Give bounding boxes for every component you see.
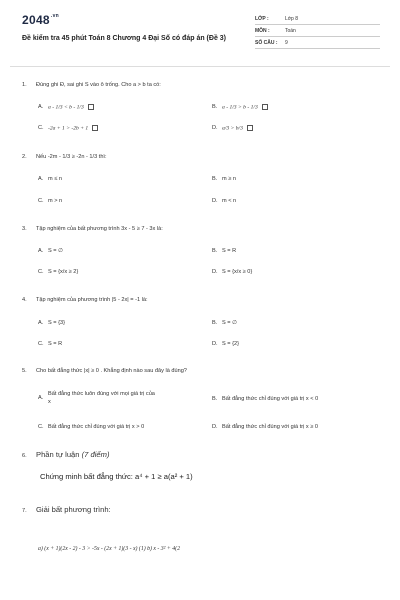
- q6-statement: Chứng minh bất đẳng thức: a⁴ + 1 ≥ a(a² + 1): [40, 472, 193, 481]
- q1-option-b: B. a - 1/3 > b - 1/3: [212, 104, 268, 110]
- question-5: 5. Cho bất đẳng thức |x| ≥ 0 . Khẳng định nào sau đây là đúng?: [22, 368, 187, 374]
- q1-option-c: C. -2a + 1 > -2b + 1: [38, 125, 98, 131]
- page-title: Đề kiểm tra 45 phút Toán 8 Chương 4 Đại Số có đáp án (Đề 3): [22, 35, 227, 42]
- question-6: 6. Phần tự luận (7 điểm): [22, 450, 110, 459]
- q1-option-d: D. a/3 > b/3: [212, 125, 253, 131]
- q1-option-a: A. a - 1/3 < b - 1/3: [38, 104, 94, 110]
- answer-checkbox[interactable]: [247, 125, 253, 131]
- q5-option-a[interactable]: A.Bất đẳng thức luôn đúng với mọi giá trị của x: [38, 391, 155, 405]
- q7-equations: a) (x + 1)(2x - 2) - 3 > -5x - (2x + 1)(3 - x) (1) b) x - 3² + 4(2: [38, 546, 180, 552]
- question-3: 3. Tập nghiệm của bất phương trình 3x - 5 ≥ 7 - 3x là:: [22, 226, 163, 232]
- q3-option-d[interactable]: D. S = {x/x ≥ 0}: [212, 269, 253, 275]
- site-logo[interactable]: $2048^{.vn}$: [22, 13, 60, 27]
- meta-row-class: LỚP : Lớp 8: [255, 14, 380, 25]
- q3-option-b[interactable]: B. S = R: [212, 248, 237, 254]
- meta-table: [255, 14, 380, 50]
- q4-option-b[interactable]: B. S = ∅: [212, 320, 237, 326]
- q2-option-b[interactable]: B. m ≥ n: [212, 176, 236, 182]
- divider: [10, 66, 390, 67]
- q5-option-b[interactable]: B. Bất đẳng thức chỉ đúng với giá trị x < 0: [212, 396, 319, 402]
- q3-option-a[interactable]: A. S = ∅: [38, 248, 63, 254]
- q4-option-d[interactable]: D. S = {2}: [212, 341, 239, 347]
- q2-option-d[interactable]: D. m < n: [212, 198, 237, 204]
- answer-checkbox[interactable]: [92, 125, 98, 131]
- q5-option-c[interactable]: C. Bất đẳng thức chỉ đúng với giá trị x > 0: [38, 424, 145, 430]
- question-1: 1. Đúng ghi Đ, sai ghi S vào ô trống. Cho a > b ta có:: [22, 82, 161, 88]
- q4-option-a[interactable]: A. S = {3}: [38, 320, 65, 326]
- q4-option-c[interactable]: C. S = R: [38, 341, 63, 347]
- meta-row-subject: MÔN : Toán: [255, 26, 380, 37]
- answer-checkbox[interactable]: [88, 104, 94, 110]
- answer-checkbox[interactable]: [262, 104, 268, 110]
- question-4: 4. Tập nghiệm của phương trình |5 - 2x| = -1 là:: [22, 297, 148, 303]
- q2-option-a[interactable]: A. m ≤ n: [38, 176, 62, 182]
- question-7: 7. Giải bất phương trình:: [22, 505, 111, 514]
- q5-option-d[interactable]: D. Bất đẳng thức chỉ đúng với giá trị x ≥ 0: [212, 424, 318, 430]
- question-2: 2. Nếu -2m - 1/3 ≥ -2n - 1/3 thì:: [22, 154, 107, 160]
- q3-option-c[interactable]: C. S = {x/x ≥ 2}: [38, 269, 79, 275]
- meta-row-count: SỐ CÂU : 9: [255, 38, 380, 49]
- q2-option-c[interactable]: C. m > n: [38, 198, 63, 204]
